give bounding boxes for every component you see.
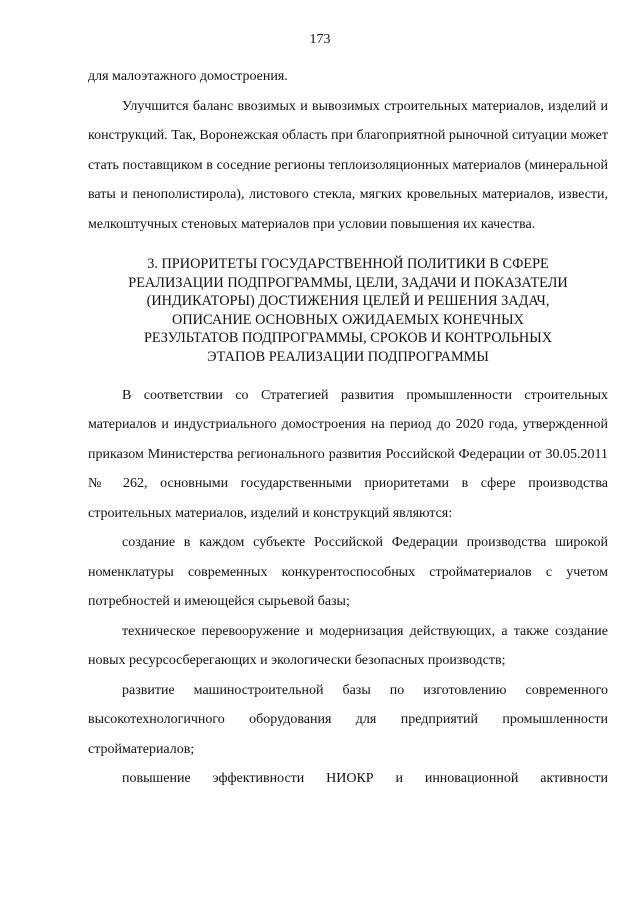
section-heading-line: РЕАЛИЗАЦИИ ПОДПРОГРАММЫ, ЦЕЛИ, ЗАДАЧИ И ПОКАЗАТЕЛИ (128, 274, 568, 291)
section-heading-line: ОПИСАНИЕ ОСНОВНЫХ ОЖИДАЕМЫХ КОНЕЧНЫХ (172, 311, 524, 328)
page-number: 173 (309, 32, 331, 47)
section-heading (88, 255, 608, 367)
section-heading-line: 3. ПРИОРИТЕТЫ ГОСУДАРСТВЕННОЙ ПОЛИТИКИ В СФЕРЕ (147, 256, 549, 272)
section-heading-line: РЕЗУЛЬТАТОВ ПОДПРОГРАММЫ, СРОКОВ И КОНТРОЛЬНЫХ (143, 330, 553, 347)
priority-item: развитие машиностроительной базы по изготовлению современного высокотехнологичного оборудования для предприятий промышленности стройматериалов; (88, 682, 608, 757)
priority-item: создание в каждом субъекте Российской Федерации производства широкой номенклатуры современных конкурентоспособных стройматериалов с учетом потребностей и имеющейся сырьевой базы; (88, 535, 608, 610)
priority-item: техническое перевооружение и модернизация действующих, а также создание новых ресурсосберегающих и экологически безопасных производств; (88, 623, 608, 669)
paragraph-strategy: В соответствии со Стратегией развития промышленности строительных материалов и индустриального домостроения на период до 2020 года, утвержденной приказом Министерства регионального развития Российской Федерации от 30.05.2011 № 262, основными государственными приоритетами в сфере производства строительных материалов, изделий и конструкций являются: (88, 387, 608, 521)
page-body (88, 62, 608, 794)
priority-item: повышение эффективности НИОКР и инновационной активности (122, 771, 608, 787)
section-heading-line: ЭТАПОВ РЕАЛИЗАЦИИ ПОДПРОГРАММЫ (207, 348, 489, 365)
section-heading-line: (ИНДИКАТОРЫ) ДОСТИЖЕНИЯ ЦЕЛЕЙ И РЕШЕНИЯ ЗАДАЧ, (146, 293, 550, 310)
paragraph-continuation: для малоэтажного домостроения. (88, 69, 288, 84)
paragraph-material-balance: Улучшится баланс ввозимых и вывозимых строительных материалов, изделий и конструкций. Так, Воронежская область при благоприятной рыночной ситуации может стать поставщиком в соседние регионы теплоизоляционных материалов (минеральной ваты и пенополистирола), листового стекла, мягких кровельных материалов, извести, мелкоштучных стеновых материалов при условии повышения их качества. (88, 98, 608, 232)
